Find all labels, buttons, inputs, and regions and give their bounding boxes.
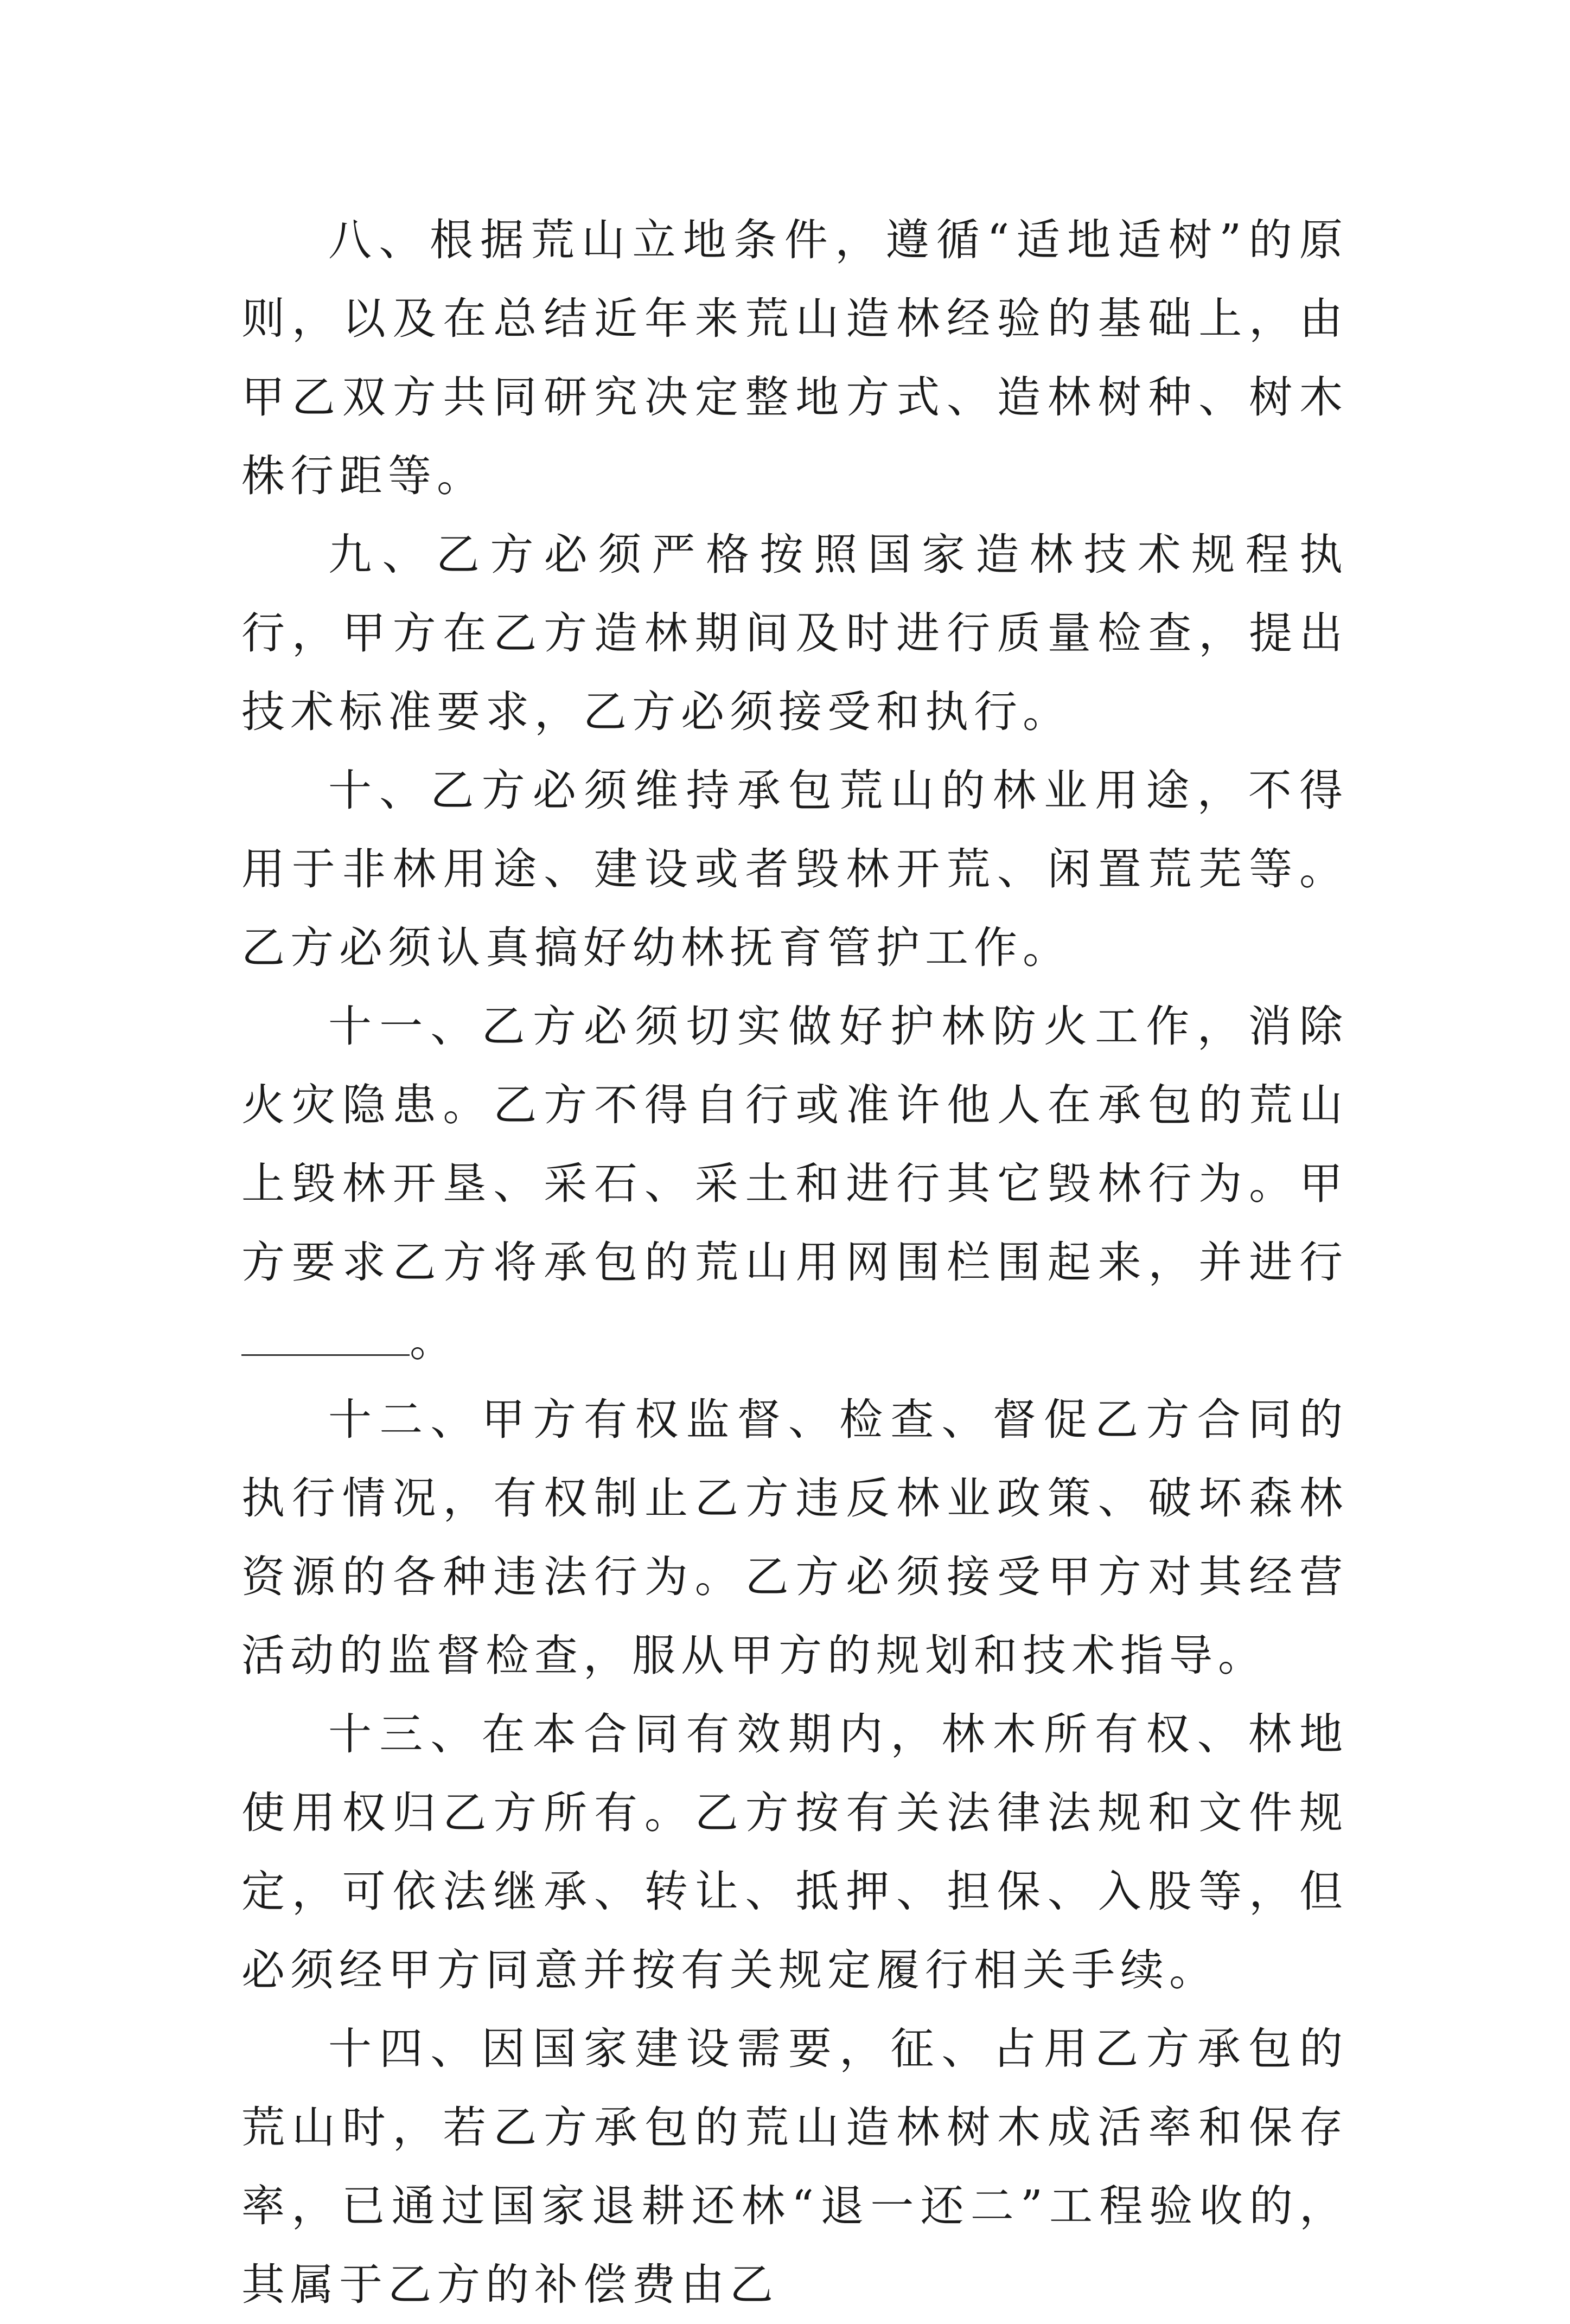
clause-11-paragraph (241, 987, 1348, 1380)
clause-8-paragraph: 八、根据荒山立地条件，遵循“适地适树”的原则，以及在总结近年来荒山造林经验的基础上，由甲乙双方共同研究决定整地方式、造林树种、树木株行距等。 (241, 215, 1348, 501)
clause-13-paragraph: 十三、在本合同有效期内，林木所有权、林地使用权归乙方所有。乙方按有关法律法规和文件规定，可依法继承、转让、抵押、担保、入股等，但必须经甲方同意并按有关规定履行相关手续。 (241, 1709, 1348, 1995)
document-page (241, 201, 1348, 2324)
clause-11-text: 十一、乙方必须切实做好护林防火工作，消除火灾隐患。乙方不得自行或准许他人在承包的荒山上毁林开垦、采石、采土和进行其它毁林行为。甲方要求乙方将承包的荒山用网围栏围起来，并进行 (241, 1001, 1348, 1288)
fill-in-blank[interactable] (241, 1316, 410, 1356)
clause-11-end: 。 (410, 1316, 458, 1366)
clause-10-paragraph: 十、乙方必须维持承包荒山的林业用途，不得用于非林用途、建设或者毁林开荒、闲置荒芜等。乙方必须认真搞好幼林抚育管护工作。 (241, 765, 1348, 973)
clause-9-paragraph: 九、乙方必须严格按照国家造林技术规程执行，甲方在乙方造林期间及时进行质量检查，提出技术标准要求，乙方必须接受和执行。 (241, 529, 1348, 737)
clause-14-paragraph: 十四、因国家建设需要，征、占用乙方承包的荒山时，若乙方承包的荒山造林树木成活率和保存率，已通过国家退耕还林“退一还二”工程验收的，其属于乙方的补偿费由乙 (241, 2024, 1348, 2310)
clause-12-paragraph: 十二、甲方有权监督、检查、督促乙方合同的执行情况，有权制止乙方违反林业政策、破坏森林资源的各种违法行为。乙方必须接受甲方对其经营活动的监督检查，服从甲方的规划和技术指导。 (241, 1394, 1348, 1681)
